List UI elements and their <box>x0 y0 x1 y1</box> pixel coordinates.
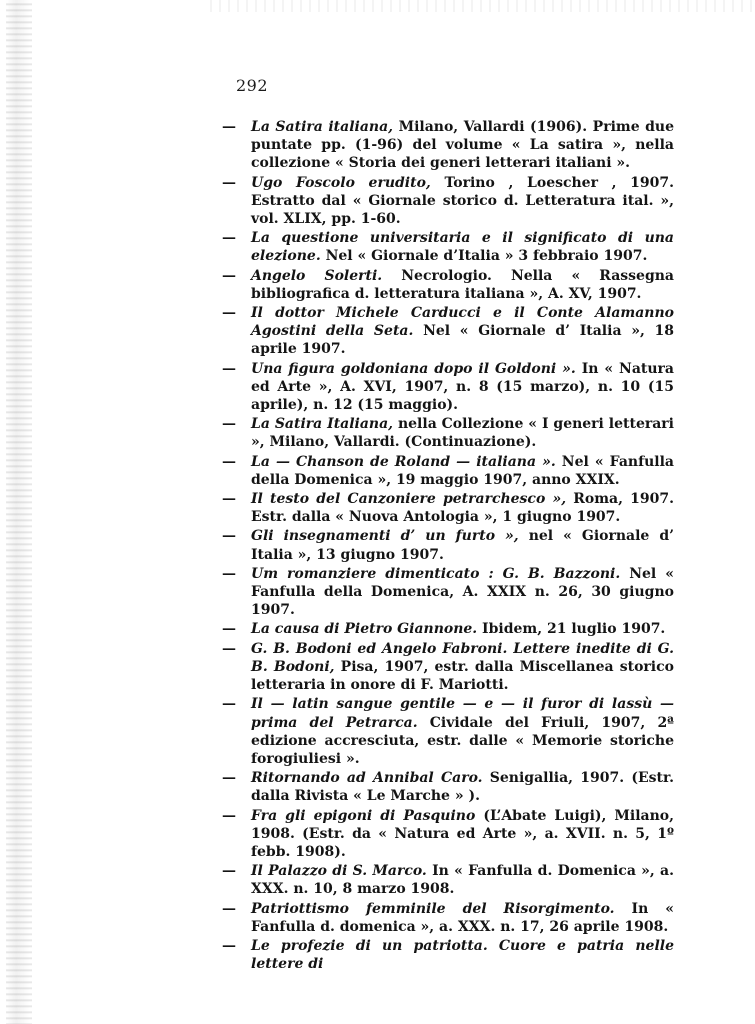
entry-dash: — <box>222 267 236 284</box>
entry-title: La Satira Italiana, <box>251 416 394 433</box>
bibliography-entry <box>222 862 674 898</box>
entry-details: In « Fanfulla d. Domenica », a. XXX. n. 10, 8 marzo 1908. <box>251 863 674 898</box>
entry-dash: — <box>222 696 236 713</box>
bibliography-entry <box>222 640 674 695</box>
entry-dash: — <box>222 937 236 954</box>
bibliography-entry <box>222 769 674 805</box>
entry-details: In « Natura ed Arte », A. XVI, 1907, n. 8 (15 marzo), n. 10 (15 aprile), n. 12 (15 maggio). <box>251 360 674 414</box>
entry-details: nel « Giornale d’ Italia », 13 giugno 1907. <box>251 528 675 563</box>
entry-details: Nel « Giornale d’Italia » 3 febbraio 1907. <box>320 248 648 265</box>
entry-dash: — <box>222 528 236 545</box>
entry-details: Necrologio. Nella « Rassegna bibliografica d. letteratura italiana », A. XV, 1907. <box>251 267 674 302</box>
bibliography-entry <box>222 900 674 936</box>
entry-dash: — <box>222 119 236 135</box>
entry-dash: — <box>222 305 236 322</box>
bibliography-entry <box>222 304 674 359</box>
entry-dash: — <box>222 565 236 582</box>
entry-dash: — <box>222 621 236 638</box>
bibliography-entry <box>222 807 674 862</box>
entry-title: Il Palazzo di S. Marco. <box>251 863 427 880</box>
entry-dash: — <box>222 491 236 508</box>
entry-details: Nel « Fanfulla della Domenica », 19 maggio 1907, anno XXIX. <box>251 453 675 488</box>
page-number: 292 <box>236 76 269 95</box>
bibliography-entry <box>222 229 674 265</box>
entry-title: Ugo Foscolo erudito, <box>251 174 431 191</box>
entry-dash: — <box>222 807 236 824</box>
entry-dash: — <box>222 416 236 433</box>
entry-dash: — <box>222 640 236 657</box>
entry-dash: — <box>222 453 236 470</box>
entry-dash: — <box>222 863 236 880</box>
entry-title: Le profezie di un patriotta. Cuore e patria nelle lettere di <box>251 937 674 973</box>
entry-title: Patriottismo femminile del Risorgimento. <box>251 900 615 917</box>
entry-title: Una figura goldoniana dopo il Goldoni ». <box>251 360 576 377</box>
bibliography-entry <box>222 620 674 638</box>
entry-details: In « Fanfulla d. domenica », a. XXX. n. 17, 26 aprile 1908. <box>251 900 675 935</box>
entry-title: Il testo del Canzoniere petrarchesco », <box>251 491 567 508</box>
entry-details: (L’Abate Luigi), Milano, 1908. (Estr. da « Natura ed Arte », a. XVII. n. 5, 1º febb. 1908). <box>251 807 675 860</box>
entry-title: Gli insegnamenti d’ un furto », <box>251 528 519 545</box>
entry-title: Il dottor Michele Carducci e il Conte Alamanno Agostini della Seta. <box>251 305 674 340</box>
entry-dash: — <box>222 770 236 787</box>
entry-title: La — Chanson de Roland — italiana ». <box>251 453 556 470</box>
bibliography-entry <box>222 695 674 768</box>
entry-title: La causa di Pietro Giannone. <box>251 621 478 638</box>
entry-details: Senigallia, 1907. (Estr. dalla Rivista « Le Marche » ). <box>251 770 674 805</box>
bibliography-entry <box>222 453 674 489</box>
entry-dash: — <box>222 900 236 917</box>
bibliography-entry <box>222 937 674 973</box>
entry-details: Cividale del Friuli, 1907, 2ª edizione accresciuta, estr. dalle « Memorie storiche forogiuliesi ». <box>251 714 674 767</box>
bibliography-entry <box>222 360 674 415</box>
bibliography-entry <box>222 118 674 173</box>
entry-details: Ibidem, 21 luglio 1907. <box>477 621 666 638</box>
entry-dash: — <box>222 360 236 377</box>
entry-details: Milano, Vallardi (1906). Prime due puntate pp. (1-96) del volume « La satira », nella collezione « Storia dei generi letterari italiani ». <box>251 119 674 172</box>
bibliography-entry <box>222 174 674 229</box>
entry-title: La questione universitaria e il significato di una elezione. <box>251 230 674 265</box>
entry-details: Nel « Fanfulla della Domenica, A. XXIX n. 26, 30 giugno 1907. <box>251 565 674 619</box>
bibliography-entry <box>222 565 674 620</box>
entry-details: Pisa, 1907, estr. dalla Miscellanea storico letteraria in onore di F. Mariotti. <box>251 658 674 694</box>
entry-title: Angelo Solerti. <box>251 267 383 284</box>
entry-title: Fra gli epigoni di Pasquino <box>251 807 476 824</box>
entry-details: Torino , Loescher , 1907. Estratto dal « Giornale storico d. Letteratura ital. », vol. XLIX, pp. 1-60. <box>251 174 674 228</box>
scan-margin-artifact <box>6 0 32 1024</box>
bibliography-list <box>222 118 674 974</box>
entry-dash: — <box>222 174 236 191</box>
bibliography-entry <box>222 527 674 563</box>
entry-title: Um romanziere dimenticato : G. B. Bazzoni. <box>251 565 621 582</box>
bibliography-entry <box>222 267 674 303</box>
entry-title: Il — latin sangue gentile — e — il furor di lassù — prima del Petrarca. <box>251 696 674 731</box>
entry-details: nella Collezione « I generi letterari », Milano, Vallardi. (Continuazione). <box>251 416 674 451</box>
entry-title: La Satira italiana, <box>251 119 394 135</box>
entry-details: Roma, 1907. Estr. dalla « Nuova Antologia », 1 giugno 1907. <box>251 491 674 526</box>
entry-title: G. B. Bodoni ed Angelo Fabroni. Lettere inedite di G. B. Bodoni, <box>251 640 674 675</box>
scan-top-artifact <box>210 0 755 12</box>
bibliography-entry <box>222 490 674 526</box>
entry-title: Ritornando ad Annibal Caro. <box>251 770 483 787</box>
entry-details: Nel « Giornale d’ Italia », 18 aprile 1907. <box>251 323 674 358</box>
bibliography-entry <box>222 415 674 451</box>
entry-dash: — <box>222 230 236 247</box>
